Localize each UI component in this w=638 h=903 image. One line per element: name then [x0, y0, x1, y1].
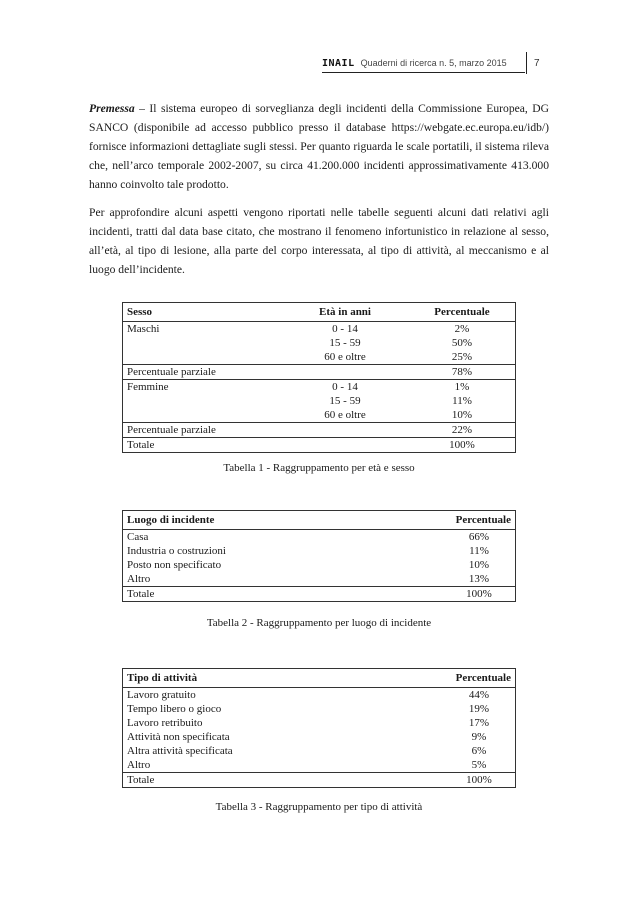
row-label: Tempo libero o gioco: [123, 702, 418, 716]
table-row: [123, 336, 516, 350]
table-row-partial: [123, 365, 516, 380]
table-header-row: [123, 303, 516, 322]
table-caption: Tabella 2 - Raggruppamento per luogo di incidente: [206, 617, 432, 629]
paragraph-body: – Il sistema europeo di sorveglianza degli incidenti della Commissione Europea, DG SANCO (disponibile ad accesso pubblico presso il database https://webgate.ec.europa.eu/idb/) fornisce informazioni dettagliate sugli stessi. Per quanto riguarda le scale portatili, il sistema rileva che, nell’arco temporale 2002-2007, su circa 41.200.000 incidenti approssimativamente 413.000 hanno coinvolto tale prodotto.: [89, 102, 549, 191]
table-row: [123, 544, 516, 558]
col-header-sesso: Sesso: [123, 303, 282, 322]
header-divider: [526, 52, 527, 74]
table-eta-sesso: [122, 302, 516, 453]
cell-pct: 50%: [409, 336, 516, 350]
table-row: [123, 350, 516, 365]
table-caption: Tabella 3 - Raggruppamento per tipo di attività: [215, 801, 423, 813]
cell-pct: 5%: [417, 758, 516, 773]
cell-age: 60 e oltre: [324, 409, 366, 421]
header-rule: [322, 72, 525, 73]
col-header-attivita: Tipo di attività: [123, 669, 418, 688]
paragraph-approfondimento: Per approfondire alcuni aspetti vengono riportati nelle tabelle seguenti alcuni dati relativi agli incidenti, tratti dal data base citato, che mostrano il fenomeno infortunistico in relazione al sesso, all’età, al tipo di lesione, alla parte del corpo interessata, al tipo di attività, al meccanismo e al luogo dell’incidente.: [89, 206, 549, 276]
cell-age: 60 e oltre: [324, 351, 366, 363]
page-header: [322, 58, 522, 72]
cell-pct: 6%: [417, 744, 516, 758]
paragraph-premessa: [89, 99, 549, 194]
table-row-total: [123, 773, 516, 788]
page-number: 7: [534, 58, 540, 69]
table-luogo-incidente: [122, 510, 516, 602]
cell-age: 15 - 59: [329, 395, 361, 407]
col-header-percentuale: Percentuale: [417, 511, 516, 530]
row-label: Altro: [123, 758, 418, 773]
cell-pct: 44%: [417, 688, 516, 703]
row-label-total: Totale: [123, 773, 418, 788]
cell-pct: 2%: [409, 322, 516, 337]
cell-pct: 100%: [409, 438, 516, 453]
cell-pct: 17%: [417, 716, 516, 730]
table-row: [123, 688, 516, 703]
table-row: [123, 558, 516, 572]
table-row: [123, 572, 516, 587]
table-row: [123, 530, 516, 545]
publication-title: Quaderni di ricerca n. 5, marzo 2015: [360, 58, 507, 68]
cell-age: 15 - 59: [329, 337, 361, 349]
row-label: Industria o costruzioni: [123, 544, 418, 558]
cell-age: 0 - 14: [281, 380, 409, 395]
row-label: Posto non specificato: [123, 558, 418, 572]
cell-pct: 25%: [409, 350, 516, 365]
table-row: [123, 744, 516, 758]
row-label: Lavoro retribuito: [123, 716, 418, 730]
row-label-total: Totale: [123, 587, 418, 602]
cell-pct: 9%: [417, 730, 516, 744]
table-caption: Tabella 1 - Raggruppamento per età e sesso: [223, 462, 415, 474]
col-header-luogo: Luogo di incidente: [123, 511, 418, 530]
cell-pct: 11%: [409, 394, 516, 408]
cell-pct: 10%: [409, 408, 516, 423]
table-row-partial: [123, 423, 516, 438]
row-label: Lavoro gratuito: [123, 688, 418, 703]
cell-pct: 100%: [417, 773, 516, 788]
table-row-total: [123, 587, 516, 602]
cell-pct: 19%: [417, 702, 516, 716]
table-header-row: [123, 669, 516, 688]
col-header-percentuale: Percentuale: [417, 669, 516, 688]
row-label-partial: Percentuale parziale: [123, 423, 282, 438]
row-label: Altra attività specificata: [123, 744, 418, 758]
paragraph-lead: Premessa: [89, 102, 135, 115]
row-label: Casa: [123, 530, 418, 545]
cell-pct: 100%: [417, 587, 516, 602]
cell-pct: 11%: [417, 544, 516, 558]
row-label: Altro: [123, 572, 418, 587]
row-label: Attività non specificata: [123, 730, 418, 744]
cell-age: 0 - 14: [332, 323, 358, 335]
table-tipo-attivita: [122, 668, 516, 788]
cell-pct: 66%: [417, 530, 516, 545]
col-header-eta: Età in anni: [281, 303, 409, 322]
table-row: [123, 758, 516, 773]
table-row-total: [123, 438, 516, 453]
cell-pct: 22%: [409, 423, 516, 438]
table-row: [123, 408, 516, 423]
table-row: [123, 702, 516, 716]
table-row: [123, 322, 516, 337]
row-label-femmine: Femmine: [123, 380, 282, 395]
table-row: [123, 394, 516, 408]
cell-pct: 1%: [409, 380, 516, 395]
row-label-maschi: Maschi: [123, 322, 282, 337]
row-label-partial: Percentuale parziale: [123, 365, 282, 380]
table-header-row: [123, 511, 516, 530]
cell-pct: 78%: [409, 365, 516, 380]
cell-pct: 10%: [417, 558, 516, 572]
table-row: [123, 730, 516, 744]
inail-logo: INAIL: [322, 58, 355, 69]
col-header-percentuale: Percentuale: [409, 303, 516, 322]
table-row: [123, 716, 516, 730]
row-label-total: Totale: [123, 438, 282, 453]
table-row: [123, 380, 516, 395]
cell-pct: 13%: [417, 572, 516, 587]
